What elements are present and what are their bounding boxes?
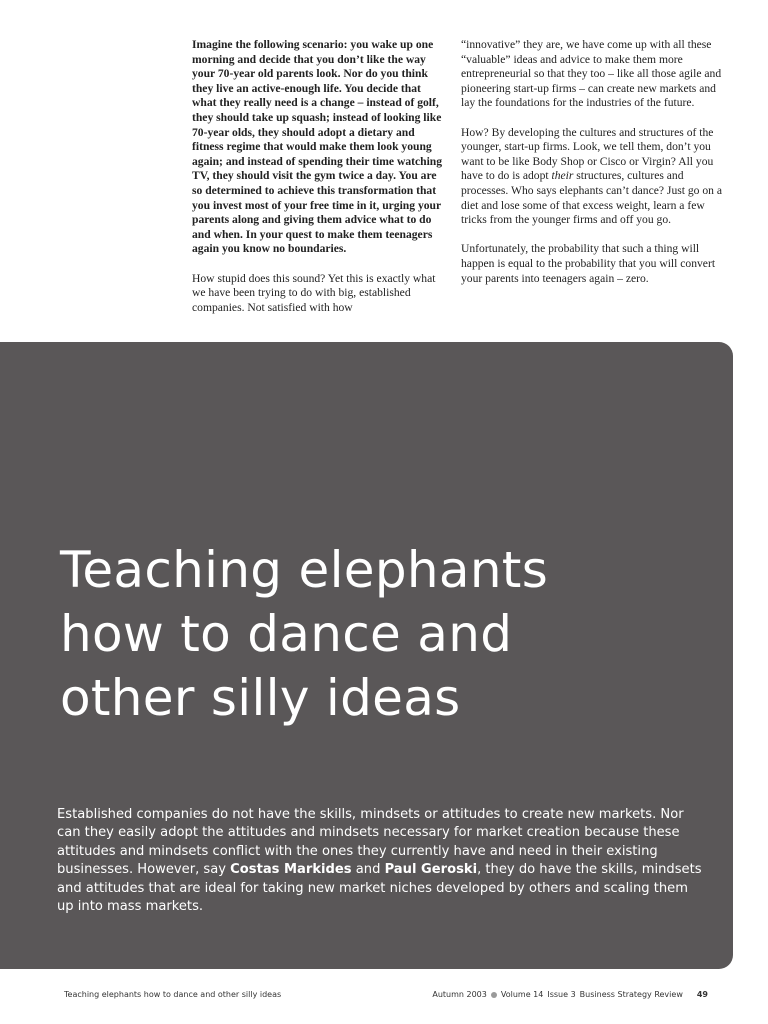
author-name: Paul Geroski bbox=[384, 862, 478, 878]
volume-text: Volume 14 bbox=[500, 990, 544, 999]
body-paragraph: Unfortunately, the probability that such a thing will happen is equal to the probability that you will convert your parents into teenagers again – zero. bbox=[461, 242, 716, 285]
journal-name: Business Strategy Review bbox=[579, 990, 683, 999]
standfirst bbox=[57, 806, 707, 916]
running-title: Teaching elephants how to dance and other silly ideas bbox=[64, 990, 282, 999]
right-column bbox=[461, 38, 723, 301]
italic-text: their bbox=[551, 169, 574, 183]
text-run: , they do have the skills, mindsets and attitudes that are ideal for taking new market niches developed by others and scaling them up into mass markets. bbox=[57, 862, 702, 915]
body-paragraph: “innovative” they are, we have come up with all these “valuable” ideas and advice to make them more entrepreneurial so that they too – like all those agile and pioneering start-up firms – can create new markets and lay the foundations for the industries of the future. bbox=[461, 38, 722, 110]
intro-paragraph: Imagine the following scenario: you wake up one morning and decide that you don’t like the way your 70-year old parents look. Nor do you think they live an active-enough life. You decide that what they really need is a change – instead of golf, they should take up squash; instead of looking like 70-year olds, they should adopt a dietary and fitness regime that would make them look young again; and instead of spending their time watching TV, they should visit the gym twice a day. You are so determined to achieve this transformation that you invest most of your free time in it, urging your parents along and giving them advice what to do and when. In your quest to make them teenagers again you know no boundaries. bbox=[192, 38, 443, 256]
title-line: other silly ideas bbox=[60, 669, 461, 727]
page-number: 49 bbox=[696, 990, 708, 999]
issue-info bbox=[432, 990, 708, 999]
issue-text: Issue 3 bbox=[547, 990, 576, 999]
article-title bbox=[60, 538, 548, 730]
text-run: and bbox=[351, 862, 385, 878]
body-paragraph: How stupid does this sound? Yet this is exactly what we have been trying to do with big, established companies. Not satisfied with how bbox=[192, 271, 436, 314]
season-text: Autumn 2003 bbox=[432, 990, 487, 999]
left-column bbox=[192, 38, 444, 330]
bullet-icon bbox=[491, 992, 497, 998]
text-run: structures, cultures and processes. Who says elephants can’t dance? Just go on a diet and lose some of that excess weight, learn a few tricks from the younger firms and off you go. bbox=[461, 169, 723, 227]
text-run: Established companies do not have the skills, mindsets or attitudes to create new markets. Nor can they easily adopt the attitudes and mindsets necessary for market creation because these attitudes and mindsets conflict with the ones they currently have and need in their existing businesses. However, say bbox=[57, 807, 684, 878]
author-name: Costas Markides bbox=[230, 862, 352, 878]
title-line: Teaching elephants bbox=[60, 541, 549, 599]
text-run: How? By developing the cultures and structures of the younger, start-up firms. Look, we tell them, don’t you want to be like Body Shop or Cisco or Virgin? All you have to do is adopt bbox=[461, 125, 714, 183]
body-paragraph bbox=[461, 126, 723, 228]
title-line: how to dance and bbox=[60, 605, 513, 663]
